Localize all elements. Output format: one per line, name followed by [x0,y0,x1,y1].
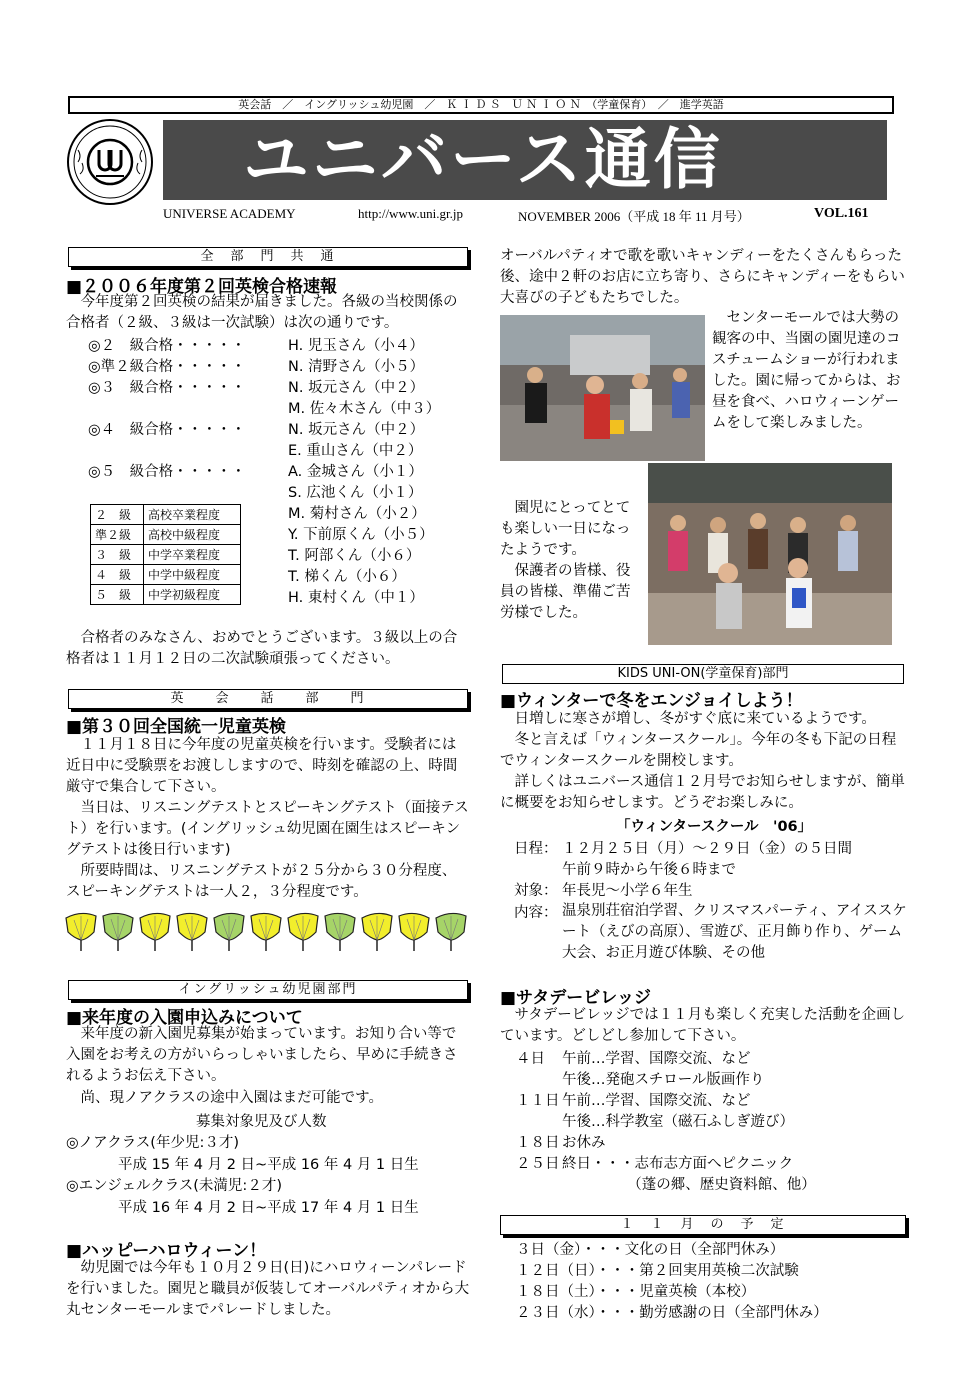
issue-date: NOVEMBER 2006（平成 18 年 11 月号） [518,209,750,224]
schedule-item: ２３日（水）・・・勤労感謝の日（全部門休み） [516,1305,828,1321]
halloween-paragraph: 幼児園では今年も１０月２９日(日)にハロウィーンパレードを行いました。園児と職員が仮装してオーバルパティオから大丸センターモールまでパレードしました。 [66,1260,470,1318]
saturday-activity: 午前…学習、国際交流、など [562,1093,751,1109]
saturday-activity: 午後…科学教室（磁石ふしぎ遊び） [562,1114,794,1130]
noah-class-dates: 平成 15 年 4 月 2 日~平成 16 年 4 月 1 日生 [118,1157,419,1173]
halloween-heading: ■ハッピーハロウィーン！ [66,1241,267,1261]
result-name: Y. 下前原くん（小５） [288,527,434,543]
saturday-activity: 午前…学習、国際交流、など [562,1051,751,1067]
grade-cell: ２ 級 [91,505,144,525]
ginkgo-leaf-icon [212,910,246,952]
noah-class: ◎ノアクラス(年少児:３才) [66,1135,239,1151]
content-label: 内容： [514,905,558,921]
grade-cell: ５ 級 [91,585,144,605]
fun-day-text: 園児にとってとても楽しい一日になったようです。 [500,500,631,558]
schedule-item: ３日（金）・・・文化の日（全部門休み） [516,1242,785,1258]
section-label-kids: KIDS UNI-ON(学童保育)部門 [502,664,904,684]
saturday-intro: サタデービレッジでは１１月も楽しく充実した活動を企画しています。どしどし参加して下さい。 [500,1007,906,1044]
angel-class-dates: 平成 16 年 4 月 2 日~平成 17 年 4 月 1 日生 [118,1200,419,1216]
website-url: http://www.uni.gr.jp [358,206,463,221]
eiken-intro: 今年度第２回英検の結果が届きました。各級の当校関係の合格者（２級、３級は一次試験）は次の通りです。 [66,294,458,331]
ginkgo-leaf-icon [249,910,283,952]
saturday-activity: 午後…発砲スチロール版画作り [562,1072,765,1088]
newsletter-title: ユニバース通信 [243,121,723,198]
grade-table-row [91,545,241,565]
grade-table-row [91,525,241,545]
level-cell: 高校卒業程度 [144,505,241,525]
ginkgo-leaf-icon [434,910,468,952]
result-name: M. 菊村さん（小２） [288,506,426,522]
ginkgo-leaf-icon [64,910,98,952]
result-grade: ◎準２級合格・・・・・ [88,359,246,375]
enrollment-p1: 来年度の新入園児募集が始まっています。お知り合い等で入園をお考えの方がいらっしゃいましたら、早めに手続きされるようお伝え下さい。 [66,1026,458,1084]
section-label-schedule: １ １ 月 の 予 定 [500,1215,906,1235]
schedule-item: １８日（土）・・・児童英検（本校） [516,1284,756,1300]
winter-p2: 冬と言えば「ウィンタースクール」。今年の冬も下記の日程でウィンタースクールを開校します。 [500,732,897,769]
result-name: E. 重山さん（中２） [288,443,423,459]
halloween-continued: オーバルパティオで歌を歌いキャンディーをたくさんもらった後、途中２軒のお店に立ち寄り、さらにキャンディーをもらい大喜びの子どもたちでした。 [500,248,905,306]
academy-name: UNIVERSE ACADEMY [163,206,296,221]
enrollment-heading: ■来年度の入園申込みについて [66,1008,303,1028]
saturday-day: ２５日 [516,1156,560,1172]
content-value: 温泉別荘宿泊学習、クリスマスパーティ、アイススケート（えびの高原）、雪遊び、正月飾り作り、ゲーム大会、お正月遊び体験、その他 [562,903,907,961]
section-label-eikaiwa: 英 会 話 部 門 [68,689,468,709]
halloween-parade-photo-1 [500,315,705,461]
jido-eiken-p3: 所要時間は、リスニングテストが２５分から３０分程度、スピーキングテストは一人２，３分程度です。 [66,863,457,900]
header-topbar: 英会話 ／ イングリッシュ幼児園 ／ Ｋ Ｉ Ｄ Ｓ Ｕ Ｎ Ｉ Ｏ Ｎ （学童保育） ／ 進学英語 [68,96,894,114]
saturday-day: ４日 [516,1051,545,1067]
level-cell: 中学中級程度 [144,565,241,585]
saturday-activity: 終日・・・志布志方面へピクニック [562,1156,794,1172]
title-banner [163,120,887,200]
ginkgo-leaf-icon [397,910,431,952]
ginkgo-leaf-icon [175,910,209,952]
section-label-all: 全 部 門 共 通 [68,247,468,267]
eiken-heading: ■２００６年度第２回英検合格速報 [66,277,338,297]
result-name: N. 坂元さん（中２） [288,380,425,396]
saturday-day: １８日 [516,1135,560,1151]
academy-logo [66,118,154,206]
schedule-label: 日程： [514,841,558,857]
ginkgo-leaf-icon [101,910,135,952]
ginkgo-leaf-icon [360,910,394,952]
section-label-english-kinder: イングリッシュ幼児園部門 [68,980,468,1000]
enrollment-p2: 尚、現ノアクラスの途中入園はまだ可能です。 [66,1090,383,1106]
volume-number: VOL.161 [814,206,869,221]
saturday-heading: ■サタデービレッジ [500,988,652,1008]
result-grade: ◎２ 級合格・・・・・ [88,338,246,354]
schedule-hours: 午前９時から午後６時まで [562,862,736,878]
grade-table-row [91,565,241,585]
winter-p3: 詳しくはユニバース通信１２月号でお知らせしますが、簡単に概要をお知らせします。どうぞお楽しみに。 [500,774,905,811]
grade-cell: ４ 級 [91,565,144,585]
ginkgo-leaf-icon [138,910,172,952]
grade-level-table [90,504,241,605]
thanks-text: 保護者の皆様、役員の皆様、準備ご苦労様でした。 [500,563,631,621]
target-label: 対象： [514,883,558,899]
ginkgo-leaf-icon [286,910,320,952]
grade-table-row [91,585,241,605]
result-name: H. 児玉さん（小４） [288,338,424,354]
result-grade: ◎３ 級合格・・・・・ [88,380,246,396]
jido-eiken-p1: １１月１８日に今年度の児童英検を行います。受験者には近日中に受験票をお渡ししますので、時刻を確認の上、時間厳守で集合して下さい。 [66,737,458,795]
result-grade: ◎５ 級合格・・・・・ [88,464,246,480]
result-name: H. 東村くん（中１） [288,590,424,606]
winter-school-title: 「ウィンタースクール '06」 [616,819,813,835]
result-name: T. 梯くん（小６） [288,569,406,585]
costume-show-text: センターモールでは大勢の観客の中、当園の園児達のコスチュームショーが行われました。園に帰ってからは、お昼を食べ、ハロウィーンゲームをして楽しみました。 [712,310,901,431]
enrollment-subtitle: 募集対象児及び人数 [196,1114,327,1130]
ginkgo-leaf-icon [323,910,357,952]
grade-cell: ３ 級 [91,545,144,565]
halloween-parade-photo-2 [648,463,892,645]
result-name: A. 金城さん（小１） [288,464,423,480]
jido-eiken-heading: ■第３０回全国統一児童英検 [66,717,287,737]
schedule-item: １２日（日）・・・第２回実用英検二次試験 [516,1263,799,1279]
schedule-value: １２月２５日（月）～２９日（金）の５日間 [562,841,852,857]
jido-eiken-p2: 当日は、リスニングテストとスピーキングテスト（面接テスト）を行います。(イングリッシュ幼児園在園生はスピーキングテストは後日行います) [66,800,469,858]
level-cell: 中学初級程度 [144,585,241,605]
result-name: M. 佐々木さん（中３） [288,401,441,417]
winter-heading: ■ウィンターで冬をエンジョイしよう！ [500,691,803,711]
grade-table-row [91,505,241,525]
target-value: 年長児～小学６年生 [562,883,693,899]
grade-cell: 準２級 [91,525,144,545]
result-name: T. 阿部くん（小６） [288,548,421,564]
eiken-closing: 合格者のみなさん、おめでとうございます。３級以上の合格者は１１月１２日の二次試験頑張ってください。 [66,630,458,667]
level-cell: 高校中級程度 [144,525,241,545]
saturday-activity: お休み [562,1135,606,1151]
winter-p1: 日増しに寒さが増し、冬がすぐ底に来ているようです。 [500,711,876,727]
angel-class: ◎エンジェルクラス(未満児:２才) [66,1178,282,1194]
result-name: N. 坂元さん（中２） [288,422,425,438]
level-cell: 中学卒業程度 [144,545,241,565]
result-name: N. 清野さん（小５） [288,359,425,375]
result-name: S. 広池くん（小１） [288,485,423,501]
saturday-activity: （蓬の郷、歴史資料館、他） [562,1177,816,1193]
result-grade: ◎４ 級合格・・・・・ [88,422,246,438]
saturday-day: １１日 [516,1093,560,1109]
ginkgo-leaf-decoration [64,910,472,956]
